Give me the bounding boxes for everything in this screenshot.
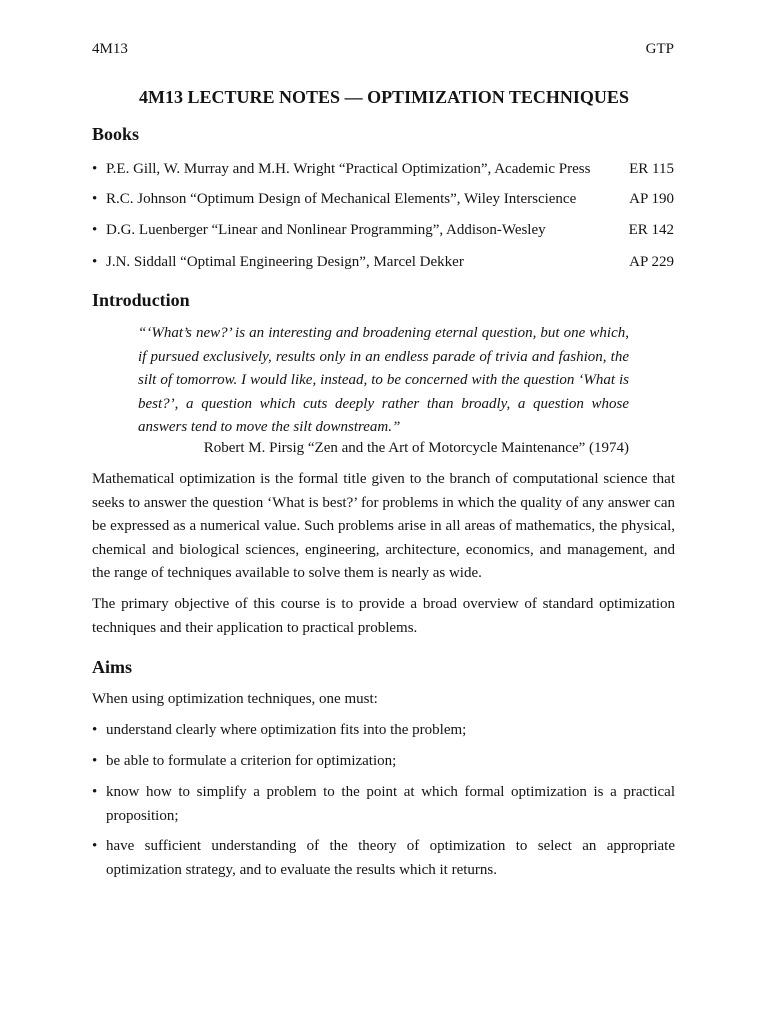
book-citation: J.N. Siddall “Optimal Engineering Design”, Marcel Dekker: [106, 254, 464, 270]
bullet-glyph: •: [92, 722, 98, 738]
intro-paragraph: The primary objective of this course is to provide a broad overview of standard optimization techniques and their application to practical problems.: [92, 596, 675, 636]
epigraph-quote: “‘What’s new?’ is an interesting and broadening eternal question, but one which, if pursued exclusively, results only in an endless parade of trivia and fashion, the silt of tomorrow. I would like, instead, to be concerned with the question ‘What is best?’, a question which cuts deeply rather than broadly, a question whose answers tend to move the silt downstream.”: [138, 325, 629, 435]
aim-text: understand clearly where optimization fits into the problem;: [106, 722, 467, 738]
aim-text: have sufficient understanding of the theory of optimization to select an appropriate optimization strategy, and to evaluate the results which it returns.: [106, 838, 675, 878]
book-shelf-code: AP 190: [629, 191, 674, 207]
epigraph-attribution: Robert M. Pirsig “Zen and the Art of Motorcycle Maintenance” (1974): [203, 440, 629, 456]
bullet-glyph: •: [92, 222, 98, 238]
books-heading: Books: [92, 124, 140, 144]
book-citation: D.G. Luenberger “Linear and Nonlinear Programming”, Addison-Wesley: [106, 222, 546, 238]
aims-intro: When using optimization techniques, one must:: [92, 691, 378, 707]
book-shelf-code: ER 115: [629, 161, 674, 177]
aim-item: [92, 750, 675, 774]
aim-text: be able to formulate a criterion for optimization;: [106, 753, 397, 769]
book-shelf-code: ER 142: [628, 222, 674, 238]
aim-text: know how to simplify a problem to the point at which formal optimization is a practical proposition;: [106, 784, 675, 824]
aim-item: [92, 835, 675, 882]
book-citation: P.E. Gill, W. Murray and M.H. Wright “Practical Optimization”, Academic Press: [106, 161, 591, 177]
aim-item: [92, 781, 675, 828]
bullet-glyph: •: [92, 753, 98, 769]
running-header-course-code: 4M13: [92, 41, 128, 57]
bullet-glyph: •: [92, 784, 98, 800]
running-header-author: GTP: [645, 41, 674, 57]
bullet-glyph: •: [92, 838, 98, 854]
bullet-glyph: •: [92, 161, 98, 177]
page-title: 4M13 LECTURE NOTES — OPTIMIZATION TECHNIQUES: [139, 87, 629, 107]
bullet-glyph: •: [92, 254, 98, 270]
book-shelf-code: AP 229: [629, 254, 674, 270]
aim-item: [92, 719, 675, 743]
introduction-heading: Introduction: [92, 290, 190, 310]
book-citation: R.C. Johnson “Optimum Design of Mechanical Elements”, Wiley Interscience: [106, 191, 577, 207]
aims-heading: Aims: [92, 657, 132, 677]
bullet-glyph: •: [92, 191, 98, 207]
intro-paragraph: Mathematical optimization is the formal title given to the branch of computational science that seeks to answer the question ‘What is best?’ for problems in which the quality of any answer can be expressed as a numerical value. Such problems arise in all areas of mathematics, the physical, chemical and biological sciences, engineering, architecture, economics, and management, and the range of techniques available to solve them is nearly as wide.: [92, 471, 675, 581]
